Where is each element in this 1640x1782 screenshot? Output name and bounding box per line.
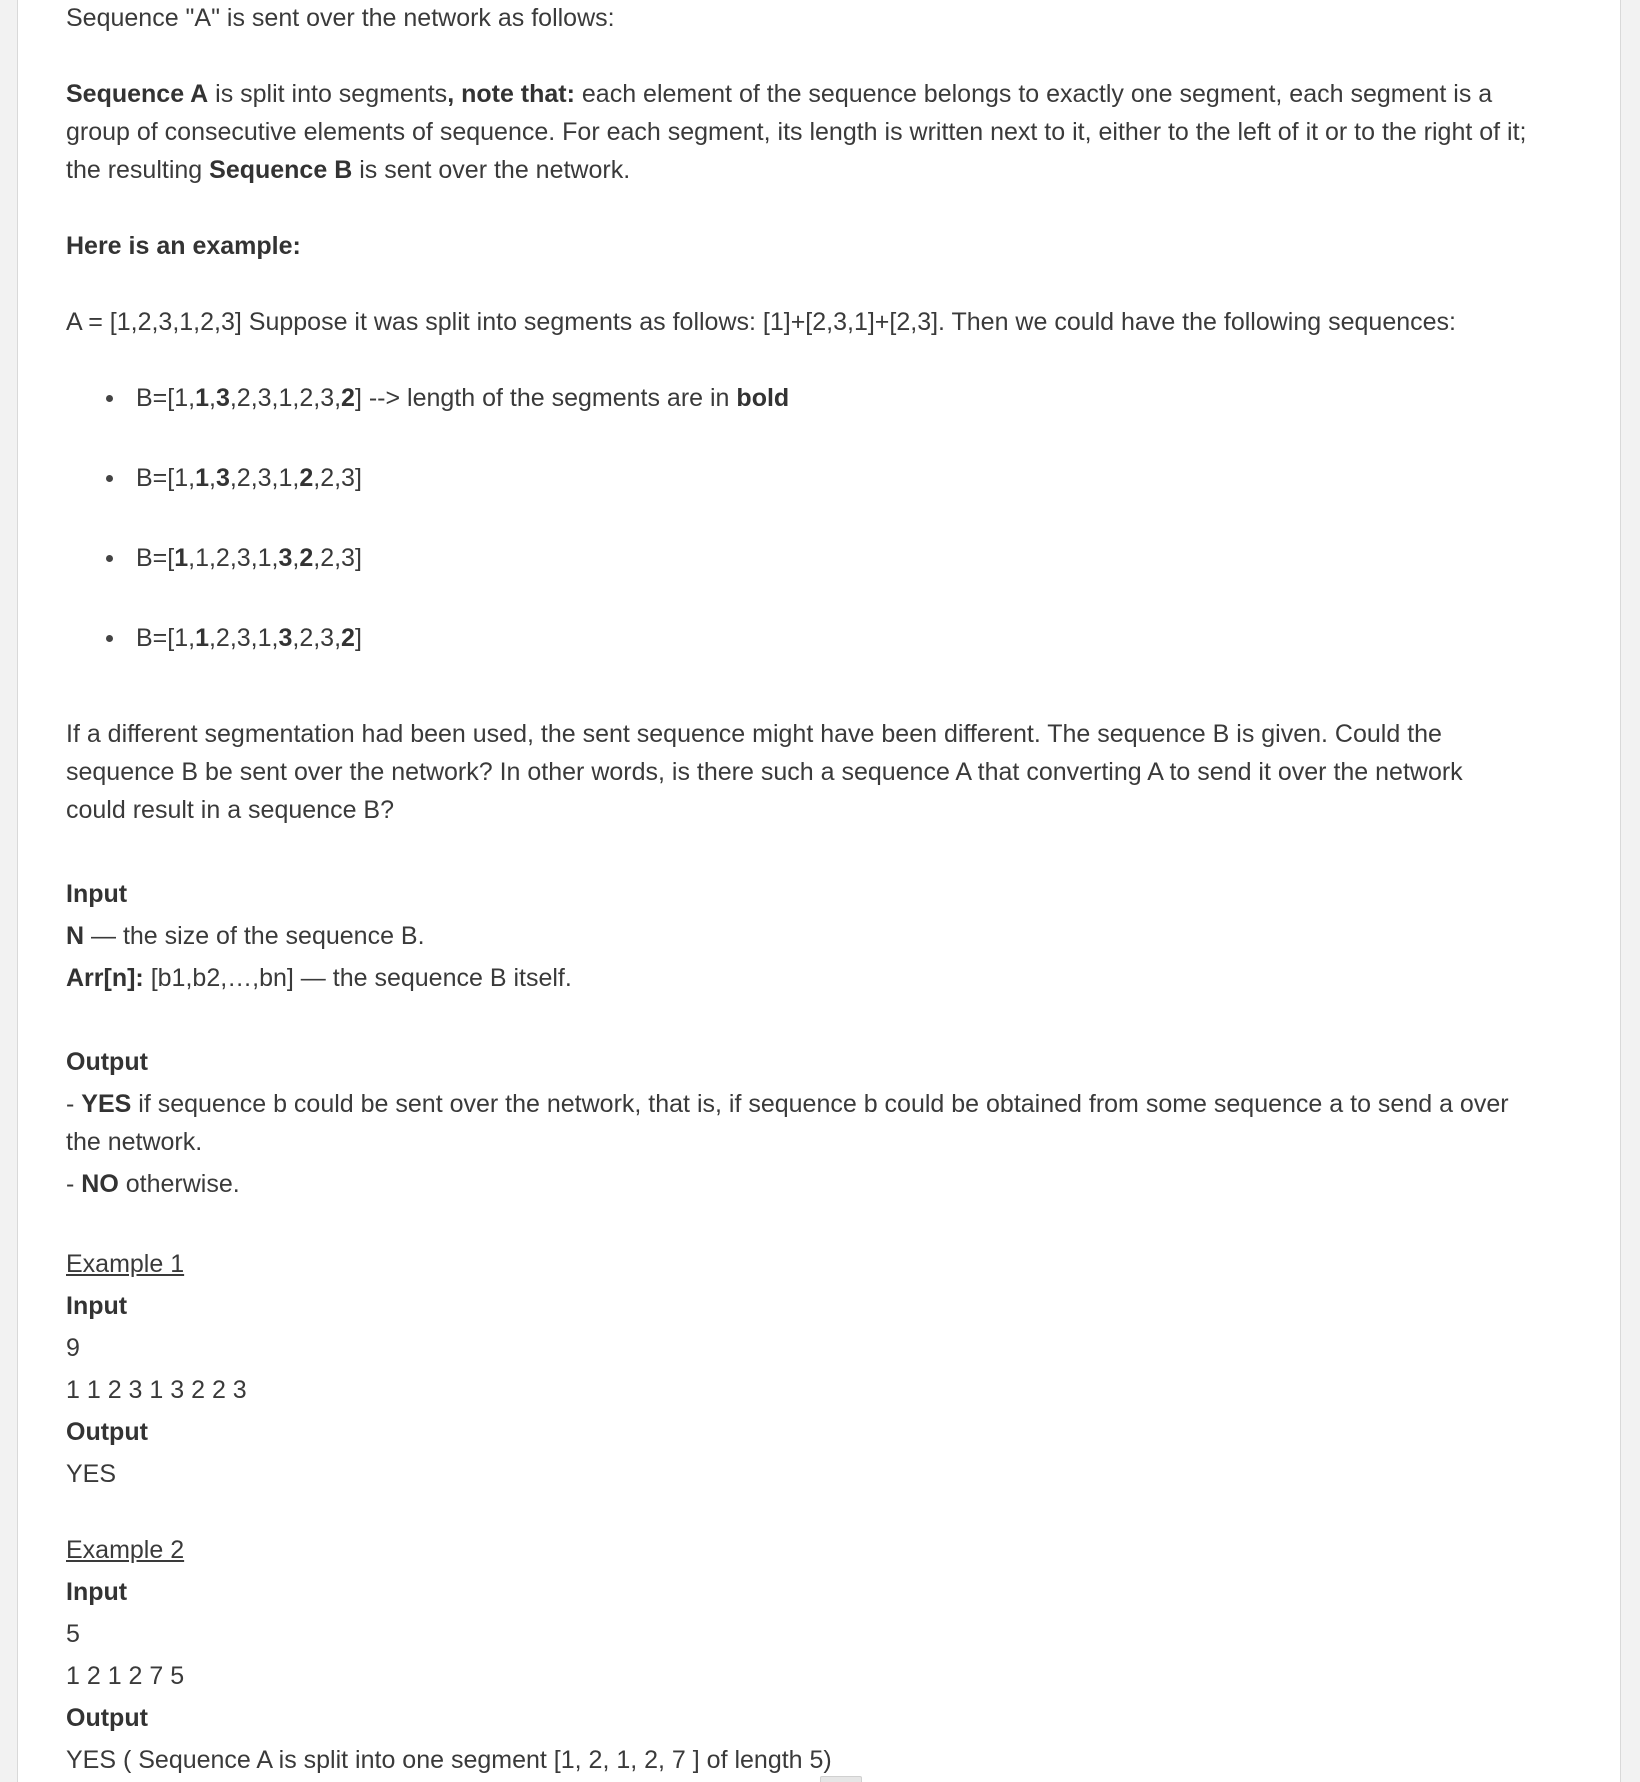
bullet-dot bbox=[106, 555, 113, 562]
bullet-item bbox=[136, 383, 789, 413]
input-arr-label: Arr[n]: bbox=[66, 964, 144, 992]
text-run: B=[1, bbox=[136, 464, 196, 492]
question-line-2: sequence B be sent over the network? In other words, is there such a sequence A that converting A to send it over the network bbox=[66, 758, 1463, 786]
output-yes-line bbox=[66, 1089, 1509, 1119]
bullet-dot bbox=[106, 395, 113, 402]
example-intro: A = [1,2,3,1,2,3] Suppose it was split into segments as follows: [1]+[2,3,1]+[2,3]. Then we could have the following sequences: bbox=[66, 308, 1456, 336]
output-yes-line-2: the network. bbox=[66, 1128, 203, 1156]
output-no-pre: - bbox=[66, 1170, 82, 1198]
example-1-n: 9 bbox=[66, 1334, 80, 1362]
bullet-item bbox=[136, 543, 362, 573]
example-2-sequence: 1 2 1 2 7 5 bbox=[66, 1662, 185, 1690]
description-line-3-pre: the resulting bbox=[66, 156, 210, 184]
example-1-sequence: 1 1 2 3 1 3 2 2 3 bbox=[66, 1376, 247, 1404]
bullet-item bbox=[136, 623, 362, 653]
bold-run: 3 bbox=[278, 544, 293, 572]
example-2-output-label: Output bbox=[66, 1704, 148, 1732]
text-run: ,1,2,3,1, bbox=[188, 544, 279, 572]
text-run: B=[1, bbox=[136, 384, 196, 412]
text-run: , bbox=[208, 464, 216, 492]
input-arr-text: [b1,b2,…,bn] — the sequence B itself. bbox=[143, 964, 572, 992]
scroll-handle[interactable] bbox=[820, 1776, 862, 1782]
input-n-label: N bbox=[66, 922, 85, 950]
bold-run: 3 bbox=[278, 624, 293, 652]
text-run: ] --> length of the segments are in bbox=[354, 384, 737, 412]
bold-run: 1 bbox=[195, 384, 209, 412]
text-run: ,2,3] bbox=[313, 464, 362, 492]
description-line-3-post: is sent over the network. bbox=[352, 156, 631, 184]
output-no-line bbox=[66, 1169, 240, 1199]
input-n-text: — the size of the sequence B. bbox=[84, 922, 425, 950]
description-line-2: group of consecutive elements of sequence. For each segment, its length is written next to it, either to the left of it or to the right of it; bbox=[66, 118, 1527, 146]
bold-run: 2 bbox=[299, 464, 314, 492]
bullet-dot bbox=[106, 475, 113, 482]
output-yes-label: YES bbox=[81, 1090, 132, 1118]
bold-run: 1 bbox=[195, 624, 209, 652]
description-part-2: each element of the sequence belongs to exactly one segment, each segment is a bbox=[574, 80, 1493, 108]
seq-b-label: Sequence B bbox=[209, 156, 353, 184]
bold-run: 1 bbox=[174, 544, 189, 572]
output-no-text: otherwise. bbox=[118, 1170, 240, 1198]
text-run: ] bbox=[354, 624, 362, 652]
bullet-item bbox=[136, 463, 362, 493]
input-heading: Input bbox=[66, 880, 128, 908]
output-heading: Output bbox=[66, 1048, 148, 1076]
bold-run: 3 bbox=[215, 464, 230, 492]
bold-run: 1 bbox=[195, 464, 209, 492]
bold-run: 3 bbox=[215, 384, 230, 412]
output-yes-text: if sequence b could be sent over the network, that is, if sequence b could be obtained from some sequence a to send a over bbox=[131, 1090, 1509, 1118]
bullet-dot bbox=[106, 635, 113, 642]
description-line-3 bbox=[66, 155, 630, 185]
input-arr-line bbox=[66, 963, 572, 993]
text-run: ,2,3,1,2,3, bbox=[229, 384, 342, 412]
text-run: B=[1, bbox=[136, 624, 196, 652]
example-1-title: Example 1 bbox=[66, 1250, 185, 1278]
text-run: ,2,3] bbox=[313, 544, 362, 572]
bold-run: 2 bbox=[299, 544, 314, 572]
bold-run: 2 bbox=[341, 384, 355, 412]
note-label: , note that: bbox=[447, 80, 575, 108]
example-1-output: YES bbox=[66, 1460, 117, 1488]
text-run: B=[ bbox=[136, 544, 175, 572]
example-1-input-label: Input bbox=[66, 1292, 128, 1320]
intro-text: Sequence "A" is sent over the network as follows: bbox=[66, 4, 615, 32]
description-line-1 bbox=[66, 79, 1492, 109]
question-line-3: could result in a sequence B? bbox=[66, 796, 394, 824]
bold-run: 2 bbox=[341, 624, 355, 652]
problem-panel bbox=[17, 0, 1621, 1782]
example-heading: Here is an example: bbox=[66, 232, 301, 260]
text-run: ,2,3, bbox=[292, 624, 342, 652]
text-run: ,2,3,1, bbox=[229, 464, 300, 492]
example-2-n: 5 bbox=[66, 1620, 80, 1648]
output-yes-pre: - bbox=[66, 1090, 82, 1118]
output-no-label: NO bbox=[81, 1170, 119, 1198]
example-2-input-label: Input bbox=[66, 1578, 128, 1606]
example-2-title: Example 2 bbox=[66, 1536, 185, 1564]
bold-run: bold bbox=[736, 384, 790, 412]
example-1-output-label: Output bbox=[66, 1418, 148, 1446]
question-line-1: If a different segmentation had been used, the sent sequence might have been different. The sequence B is given. Could the bbox=[66, 720, 1442, 748]
text-run: , bbox=[292, 544, 300, 572]
example-2-output: YES ( Sequence A is split into one segment [1, 2, 1, 2, 7 ] of length 5) bbox=[66, 1746, 832, 1774]
description-part-1: is split into segments bbox=[208, 80, 448, 108]
text-run: , bbox=[208, 384, 216, 412]
seq-a-label: Sequence A bbox=[66, 80, 209, 108]
input-n-line bbox=[66, 921, 425, 951]
text-run: ,2,3,1, bbox=[208, 624, 279, 652]
